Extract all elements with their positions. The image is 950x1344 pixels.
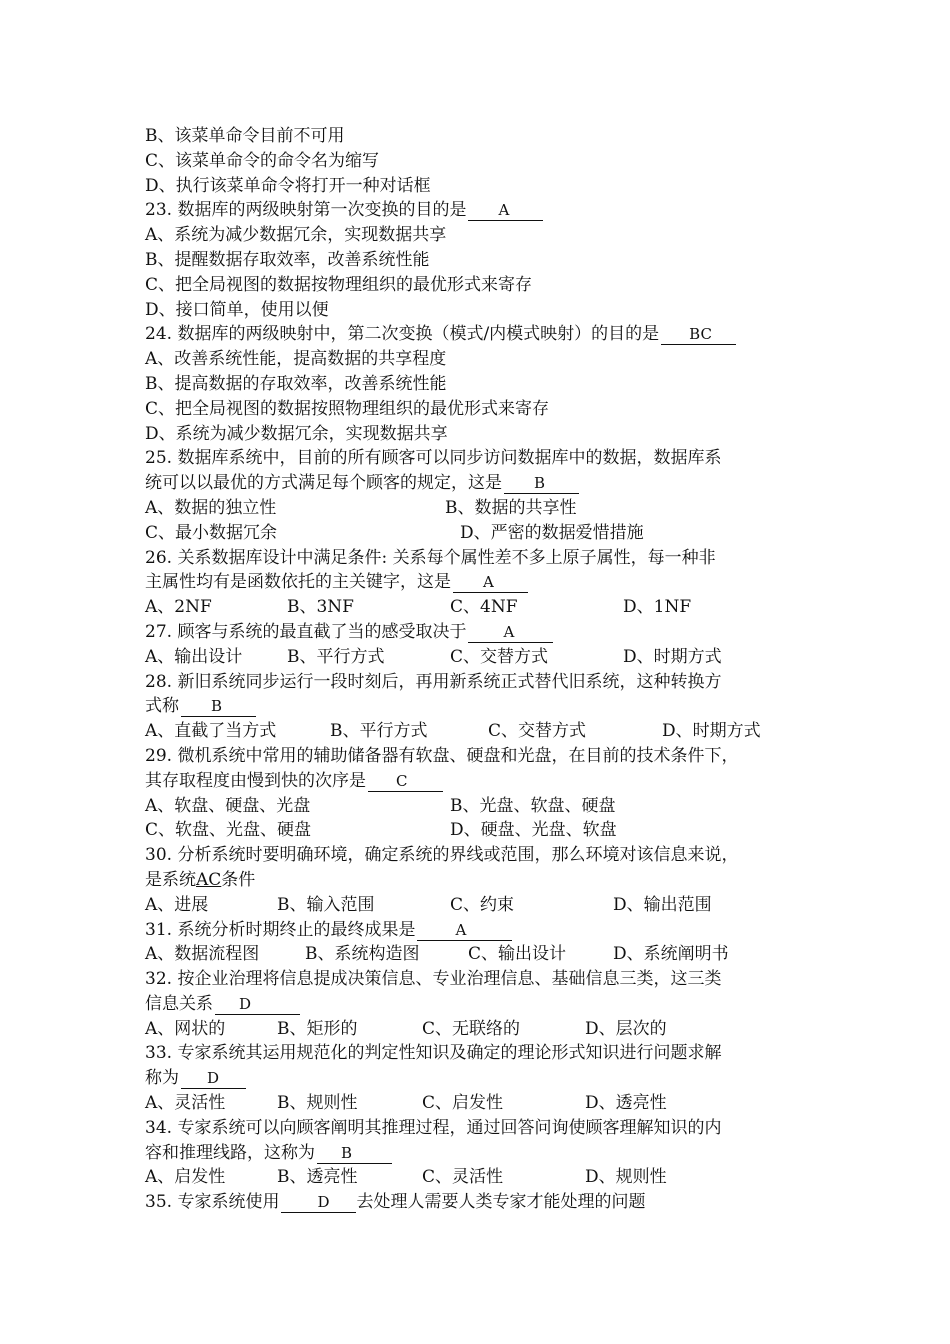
text-line — [145, 174, 825, 199]
options-line — [145, 893, 825, 918]
question-text: 统可以以最优的方式满足每个顾客的规定，这是 — [145, 473, 502, 494]
line-text: C、把全局视图的数据按照物理组织的最优形式来寄存 — [145, 398, 550, 419]
answer-value: D — [317, 1193, 330, 1212]
line-text: 30. 分析系统时要明确环境，确定系统的界线或范围，那么环境对该信息来说， — [145, 845, 739, 866]
options-line — [145, 719, 825, 744]
question-text: 35. 专家系统使用 — [145, 1192, 280, 1213]
line-text: 34. 专家系统可以向顾客阐明其推理过程，通过回答问询使顾客理解知识的内 — [145, 1117, 722, 1138]
answer-blank — [181, 1069, 246, 1089]
answer-value: C — [396, 771, 408, 790]
question-text: 信息关系 — [145, 993, 213, 1014]
question-line — [145, 620, 825, 645]
option-item: A、直截了当方式 — [145, 721, 277, 742]
option-item: C、灵活性 — [422, 1167, 504, 1188]
text-line — [145, 298, 825, 323]
options-line — [145, 1165, 825, 1190]
question-line — [145, 1190, 825, 1215]
question-text: 其存取程度由慢到快的次序是 — [145, 770, 366, 791]
answer-blank — [281, 1193, 356, 1213]
option-item: A、灵活性 — [145, 1093, 226, 1114]
option-item: C、交替方式 — [488, 721, 587, 742]
line-text: B、提醒数据存取效率，改善系统性能 — [145, 249, 430, 270]
answer-blank — [468, 623, 553, 643]
options-line — [145, 818, 825, 843]
options-line — [145, 521, 825, 546]
option-item: C、约束 — [450, 894, 515, 915]
answer-value: A — [483, 573, 494, 592]
question-line — [145, 992, 825, 1017]
text-line — [145, 1041, 825, 1066]
text-line — [145, 967, 825, 992]
line-text: D、执行该菜单命令将打开一种对话框 — [145, 175, 431, 196]
option-item: C、4NF — [450, 597, 518, 618]
answer-value: A — [455, 920, 467, 939]
text-line — [145, 248, 825, 273]
answer-value: B — [341, 1143, 353, 1162]
option-item: B、平行方式 — [330, 721, 428, 742]
text-line — [145, 149, 825, 174]
question-text: 称为 — [145, 1068, 179, 1089]
line-text: A、系统为减少数据冗余，实现数据共享 — [145, 225, 447, 246]
answer-blank — [453, 573, 528, 593]
answer-blank — [317, 1144, 392, 1164]
question-line — [145, 694, 825, 719]
answer-value: D — [207, 1069, 220, 1088]
question-list — [145, 124, 825, 1215]
line-text: B、该菜单命令目前不可用 — [145, 126, 345, 146]
option-item: D、规则性 — [585, 1167, 667, 1188]
question-text-tail: 去处理人需要人类专家才能处理的问题 — [356, 1192, 646, 1213]
answer-value: B — [534, 474, 546, 493]
answer-blank — [504, 474, 579, 494]
line-text: 33. 专家系统其运用规范化的判定性知识及确定的理论形式知识进行问题求解 — [145, 1043, 722, 1064]
question-text: 是系统 — [145, 869, 196, 890]
text-line — [145, 744, 825, 769]
text-line — [145, 273, 825, 298]
answer-blank — [468, 201, 543, 221]
option-item: D、系统阐明书 — [613, 944, 729, 965]
option-item: D、时期方式 — [623, 646, 722, 667]
option-item: A、网状的 — [145, 1018, 226, 1039]
option-item: A、数据的独立性 — [145, 497, 277, 518]
line-text: D、系统为减少数据冗余，实现数据共享 — [145, 423, 448, 444]
text-line — [145, 670, 825, 695]
question-text: 24. 数据库的两级映射中，第二次变换（模式/内模式映射）的目的是 — [145, 324, 660, 345]
answer-value: AC — [196, 869, 222, 890]
option-item: D、层次的 — [585, 1018, 667, 1039]
question-text: 容和推理线路，这称为 — [145, 1142, 315, 1163]
line-text: 29. 微机系统中常用的辅助储备器有软盘、硬盘和光盘，在目前的技术条件下， — [145, 745, 739, 766]
option-item: C、无联络的 — [422, 1018, 521, 1039]
options-line — [145, 496, 825, 521]
option-item: D、硬盘、光盘、软盘 — [450, 820, 617, 841]
text-line — [145, 546, 825, 571]
question-line — [145, 471, 825, 496]
option-item: C、输出设计 — [468, 944, 567, 965]
text-line — [145, 347, 825, 372]
answer-blank — [661, 325, 736, 345]
option-item: D、严密的数据爱惜措施 — [460, 522, 644, 543]
option-item: A、进展 — [145, 894, 209, 915]
option-item: C、交替方式 — [450, 646, 549, 667]
answer-blank — [368, 772, 443, 792]
option-item: B、输入范围 — [277, 894, 375, 915]
option-item: B、数据的共享性 — [445, 497, 577, 518]
line-text: C、该菜单命令的命令名为缩写 — [145, 150, 380, 171]
option-item: B、平行方式 — [287, 646, 385, 667]
question-line — [145, 868, 825, 893]
option-item: A、软盘、硬盘、光盘 — [145, 795, 311, 816]
question-line — [145, 1141, 825, 1166]
option-item: B、系统构造图 — [305, 944, 420, 965]
option-item: B、3NF — [287, 597, 354, 618]
question-line — [145, 918, 825, 943]
text-line — [145, 124, 825, 149]
question-line — [145, 570, 825, 595]
line-text: 32. 按企业治理将信息提成决策信息、专业治理信息、基础信息三类，这三类 — [145, 969, 722, 990]
question-text: 主属性均有是函数依托的主关键字，这是 — [145, 572, 451, 593]
options-line — [145, 645, 825, 670]
line-text: B、提高数据的存取效率，改善系统性能 — [145, 373, 447, 394]
line-text: 28. 新旧系统同步运行一段时刻后，再用新系统正式替代旧系统，这种转换方 — [145, 671, 722, 692]
options-line — [145, 942, 825, 967]
option-item: A、启发性 — [145, 1167, 226, 1188]
options-line — [145, 1017, 825, 1042]
option-item: A、2NF — [145, 597, 212, 618]
option-item: D、透亮性 — [585, 1093, 667, 1114]
text-line — [145, 397, 825, 422]
answer-value: B — [211, 697, 223, 716]
options-line — [145, 1091, 825, 1116]
option-item: B、矩形的 — [277, 1018, 358, 1039]
answer-blank — [215, 995, 300, 1015]
text-line — [145, 422, 825, 447]
question-line — [145, 198, 825, 223]
text-line — [145, 1116, 825, 1141]
question-text: 23. 数据库的两级映射第一次变换的目的是 — [145, 200, 467, 221]
option-item: B、透亮性 — [277, 1167, 358, 1188]
option-item: D、输出范围 — [613, 894, 712, 915]
answer-value: A — [503, 622, 515, 641]
options-line — [145, 595, 825, 620]
question-line — [145, 1066, 825, 1091]
question-text: 31. 系统分析时期终止的最终成果是 — [145, 919, 416, 940]
option-item: D、1NF — [623, 597, 692, 618]
line-text: A、改善系统性能，提高数据的共享程度 — [145, 349, 447, 370]
answer-value: A — [498, 201, 510, 220]
option-item: C、启发性 — [422, 1093, 504, 1114]
option-item: B、规则性 — [277, 1093, 358, 1114]
line-text: D、接口简单，使用以便 — [145, 299, 329, 320]
question-text: 式称 — [145, 696, 179, 717]
answer-value: D — [239, 994, 252, 1013]
line-text: 26. 关系数据库设计中满足条件: 关系每个属性差不多上原子属性，每一种非 — [145, 547, 716, 568]
option-item: D、时期方式 — [662, 721, 761, 742]
text-line — [145, 446, 825, 471]
question-line — [145, 769, 825, 794]
option-item: C、软盘、光盘、硬盘 — [145, 820, 312, 841]
answer-blank — [417, 921, 512, 941]
option-item: B、光盘、软盘、硬盘 — [450, 795, 616, 816]
line-text: 25. 数据库系统中，目前的所有顾客可以同步访问数据库中的数据，数据库系 — [145, 448, 722, 469]
text-line — [145, 843, 825, 868]
option-item: A、数据流程图 — [145, 944, 260, 965]
answer-value: BC — [689, 325, 712, 344]
option-item: A、输出设计 — [145, 646, 243, 667]
question-text: 27. 顾客与系统的最直截了当的感受取决于 — [145, 621, 467, 642]
question-line — [145, 322, 825, 347]
question-text-tail: 条件 — [221, 869, 256, 890]
text-line — [145, 223, 825, 248]
answer-blank — [181, 697, 256, 717]
option-item: C、最小数据冗余 — [145, 522, 278, 543]
options-line — [145, 794, 825, 819]
text-line — [145, 372, 825, 397]
line-text: C、把全局视图的数据按物理组织的最优形式来寄存 — [145, 274, 533, 295]
